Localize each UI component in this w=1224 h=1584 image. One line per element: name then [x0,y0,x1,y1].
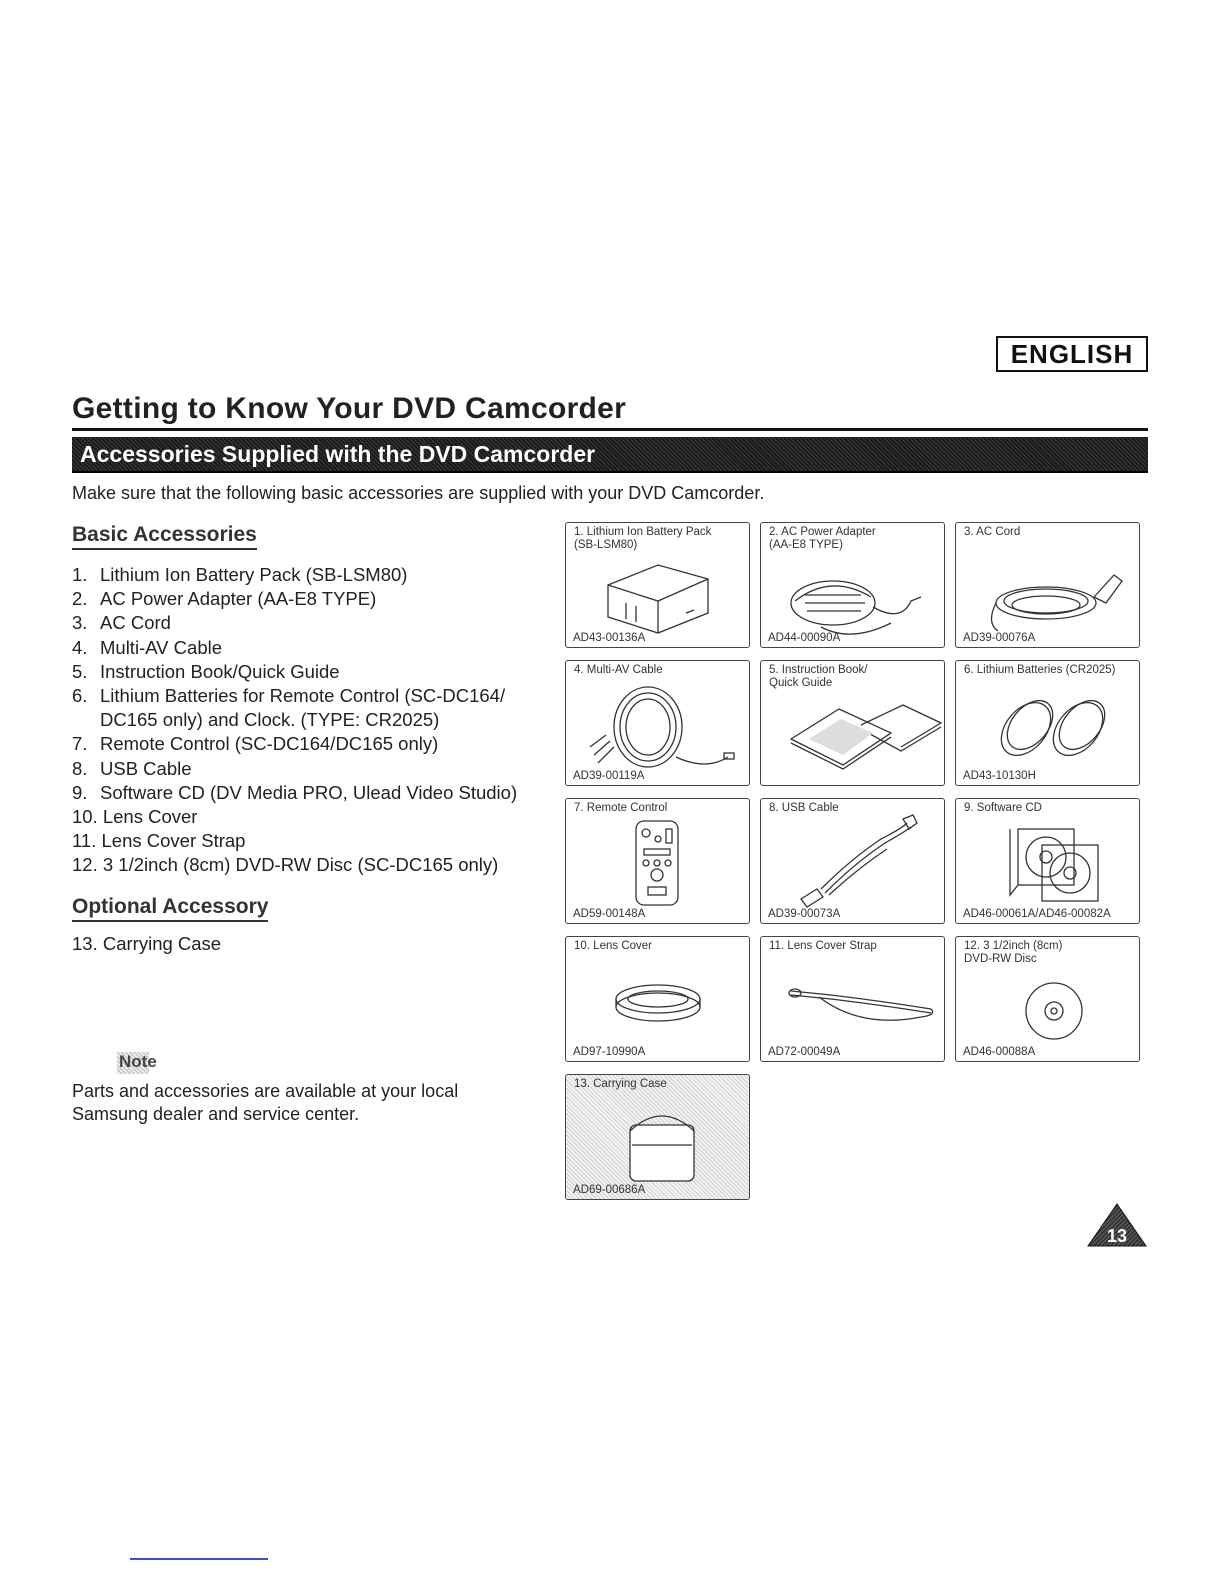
part-code: AD97-10990A [573,1046,646,1058]
accessory-box-av-cable [565,660,750,786]
usb-cable-icon [761,799,946,925]
software-cd-icon [956,799,1141,925]
part-code: AD39-00076A [963,632,1036,644]
accessory-caption: 4. Multi-AV Cable [574,664,663,676]
coin-battery-icon [956,661,1141,787]
lens-strap-icon [761,937,946,1063]
list-item: 4. Multi-AV Cable [72,636,223,658]
page-title: Getting to Know Your DVD Camcorder [72,392,627,425]
accessory-caption: 3. AC Cord [964,526,1021,538]
accessory-caption: 10. Lens Cover [574,940,652,952]
accessory-caption: 9. Software CD [964,802,1042,814]
accessory-caption: 5. Instruction Book/ Quick Guide [769,664,868,689]
accessory-caption: 13. Carrying Case [574,1078,667,1090]
part-code: AD46-00061A/AD46-00082A [963,908,1111,920]
part-code: AD39-00119A [573,770,645,782]
accessory-caption: 11. Lens Cover Strap [769,940,877,952]
page-number: 13 [1106,1226,1128,1246]
optional-accessory-list [72,932,221,956]
list-item: 10. Lens Cover [72,806,198,828]
list-item: 11. Lens Cover Strap [72,830,246,852]
intro-text: Make sure that the following basic accessories are supplied with your DVD Camcorder. [72,483,765,503]
part-code: AD44-00090A [768,632,841,644]
accessory-box-power-adapter [760,522,945,648]
list-item: 13. Carrying Case [72,933,222,954]
av-cable-icon [566,661,751,787]
part-code: AD59-00148A [573,908,646,920]
part-code: AD69-00686A [573,1184,646,1196]
accessory-box-lens-strap [760,936,945,1062]
accessory-box-ac-cord [955,522,1140,648]
list-item: 8. USB Cable [72,757,192,779]
list-item: 12. 3 1/2inch (8cm) DVD-RW Disc (SC-DC165 only) [72,854,499,876]
accessory-box-battery [565,522,750,648]
part-code: AD43-10130H [963,770,1036,782]
basic-accessories-heading: Basic Accessories [72,523,257,550]
note-label: Note [117,1052,149,1074]
list-item: 3. AC Cord [72,612,171,634]
title-divider [72,428,1148,431]
part-code: AD46-00088A [963,1046,1036,1058]
accessory-box-software-cd [955,798,1140,924]
accessory-box-lens-cover [565,936,750,1062]
accessory-box-carrying-case [565,1074,750,1200]
optional-accessory-heading: Optional Accessory [72,895,268,922]
accessory-box-usb-cable [760,798,945,924]
ac-cord-icon [956,523,1141,649]
section-banner-text: Accessories Supplied with the DVD Camcorder [80,441,596,467]
accessory-caption: 7. Remote Control [574,802,668,814]
lens-cover-icon [566,937,751,1063]
list-item: 6. Lithium Batteries for Remote Control (SC-DC164/ DC165 only) and Clock. (TYPE: CR2025) [72,685,506,731]
note-text: Parts and accessories are available at your local Samsung dealer and service center. [72,1081,459,1124]
language-label: ENGLISH [996,336,1148,372]
list-item: 1. Lithium Ion Battery Pack (SB-LSM80) [72,564,408,585]
accessory-box-coin-batteries [955,660,1140,786]
accessory-caption: 1. Lithium Ion Battery Pack (SB-LSM80) [574,526,712,551]
part-code: AD39-00073A [768,908,841,920]
list-item: 7. Remote Control (SC-DC164/DC165 only) [72,733,439,755]
accessory-caption: 12. 3 1/2inch (8cm) DVD-RW Disc [964,940,1063,965]
accessory-caption: 2. AC Power Adapter (AA-E8 TYPE) [769,526,876,551]
section-banner [72,437,1148,473]
accessory-box-dvd-disc [955,936,1140,1062]
page-number-badge [1086,1202,1148,1248]
accessory-caption: 8. USB Cable [769,802,839,814]
accessory-box-instruction-book [760,660,945,786]
carrying-case-icon [566,1075,751,1201]
list-item: 2. AC Power Adapter (AA-E8 TYPE) [72,588,377,610]
footer-rule [130,1558,268,1560]
accessory-caption: 6. Lithium Batteries (CR2025) [964,664,1116,676]
part-code: AD43-00136A [573,632,646,644]
remote-control-icon [566,799,751,925]
list-item: 5. Instruction Book/Quick Guide [72,660,340,682]
list-item: 9. Software CD (DV Media PRO, Ulead Video Studio) [72,781,518,803]
basic-accessories-list [72,563,540,878]
part-code: AD72-00049A [768,1046,841,1058]
accessory-box-remote-control [565,798,750,924]
